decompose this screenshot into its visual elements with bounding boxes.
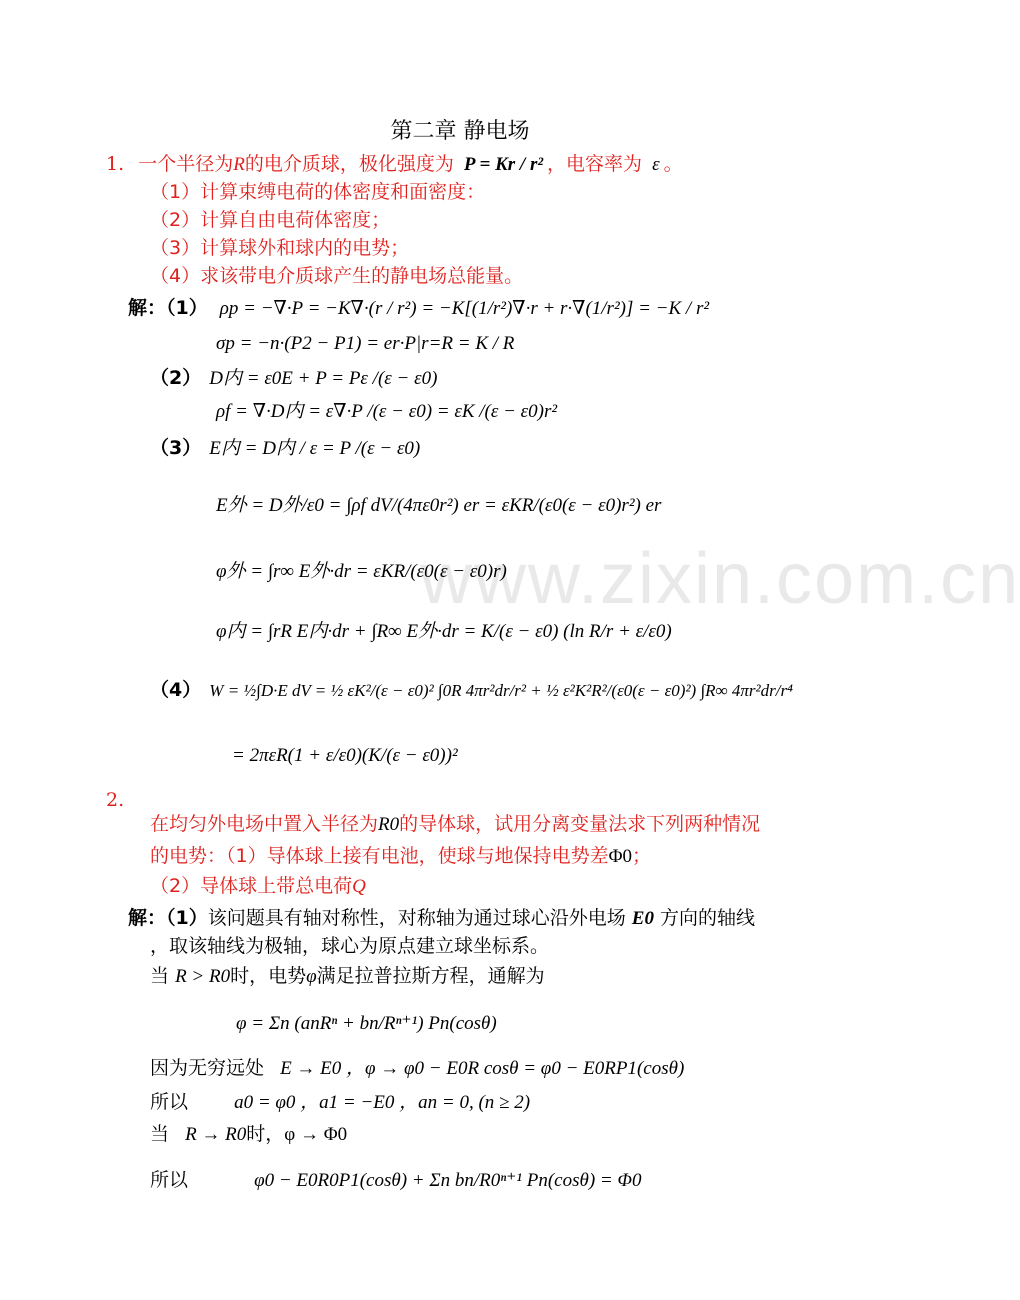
text: 时，电势 — [230, 965, 307, 987]
text: 方向的轴线 — [660, 907, 756, 929]
solution-label: 解：（1） — [128, 297, 208, 319]
solution-2-line-1 — [128, 904, 755, 933]
solution-1-part-4 — [150, 676, 793, 705]
solution-2-line-6 — [150, 1120, 347, 1149]
part-label: （2） — [150, 367, 202, 389]
text: 。 — [663, 153, 683, 175]
text: ； — [631, 845, 651, 867]
math: P = Kr / r² — [463, 154, 544, 175]
solution-2-line-2: ，取该轴线为极轴，球心为原点建立球坐标系。 — [150, 935, 550, 957]
problem-2-statement-line-2 — [150, 842, 651, 871]
text: 满足拉普拉斯方程，通解为 — [316, 965, 545, 987]
math: Φ0 — [608, 846, 632, 867]
question-4: （4）求该带电介质球产生的静电场总能量。 — [150, 265, 524, 287]
text: 的电势：（1）导体球上接有电池，使球与地保持电势差 — [150, 845, 609, 867]
equation: ρf = ∇·D内 = ε∇·P /(ε − ε0) = εK /(ε − ε0)r² — [216, 401, 558, 422]
chapter-title: 第二章 静电场 — [390, 119, 530, 144]
math: a0 = φ0 ，a1 = −E0 ，an = 0, (n ≥ 2) — [234, 1092, 531, 1113]
text: 所以 — [150, 1091, 189, 1113]
equation: E内 = D内 / ε = P /(ε − ε0) — [209, 438, 421, 459]
equation: φ外 = ∫r∞ E外·dr = εKR/(ε0(ε − ε0)r) — [216, 561, 507, 582]
math: Q — [352, 876, 366, 897]
part-label: （3） — [150, 437, 202, 459]
problem-2-statement-line-1 — [150, 810, 760, 839]
math: φ — [306, 966, 317, 987]
text: 的导体球，试用分离变量法求下列两种情况 — [399, 813, 761, 835]
text: 该问题具有轴对称性，对称轴为通过球心沿外电场 — [207, 907, 626, 929]
solution-2-line-7 — [150, 1166, 641, 1195]
solution-1-part-1 — [128, 294, 709, 323]
text: 当 — [150, 965, 170, 987]
solution-2-line-3 — [150, 962, 545, 991]
math: φ0 − E0R0P1(cosθ) + Σn bn/R0ⁿ⁺¹ Pn(cosθ) = Φ0 — [254, 1170, 642, 1191]
text: 一个半径为 — [138, 153, 234, 175]
solution-2-line-4 — [150, 1054, 684, 1083]
equation: = 2πεR(1 + ε/ε0)(K/(ε − ε0))² — [232, 745, 458, 766]
problem-1-number: 1. — [106, 153, 125, 175]
math: R — [233, 154, 245, 175]
text: 时， — [246, 1123, 285, 1145]
solution-label: 解：（1） — [128, 907, 208, 929]
equation: ρp = −∇·P = −K∇·(r / r²) = −K[(1/r²)∇·r + r·∇(1/r²)] = −K / r² — [219, 298, 710, 319]
problem-2-statement-line-3 — [150, 872, 366, 901]
equation: E外 = D外/ε0 = ∫ρf dV/(4πε0r²) er = εKR/(ε0(ε − ε0)r²) er — [216, 495, 662, 516]
math: E0 — [631, 908, 654, 929]
equation: W = ½∫D·E dV = ½ εK²/(ε − ε0)² ∫0R 4πr²dr/r² + ½ ε²K²R²/(ε0(ε − ε0)²) ∫R∞ 4πr²dr/r⁴ — [209, 681, 793, 700]
math: E → E0 ，φ → φ0 − E0R cosθ = φ0 − E0RP1(cosθ) — [280, 1058, 685, 1079]
equation: σp = −n·(P2 − P1) = er·P|r=R = K / R — [216, 333, 515, 354]
equation: D内 = ε0E + P = Pε /(ε − ε0) — [209, 368, 438, 389]
watermark: www.zixin.com.cn — [420, 539, 1020, 619]
text: （2）导体球上带总电荷 — [150, 875, 353, 897]
question-2: （2）计算自由电荷体密度； — [150, 209, 391, 231]
equation-general-solution: φ = Σn (anRⁿ + bn/Rⁿ⁺¹) Pn(cosθ) — [236, 1013, 497, 1034]
problem-2-number: 2. — [106, 789, 125, 811]
math: ε — [652, 154, 660, 175]
text: 所以 — [150, 1169, 189, 1191]
question-1: （1）计算束缚电荷的体密度和面密度： — [150, 181, 486, 203]
text: 当 — [150, 1123, 170, 1145]
math: R0 — [378, 814, 400, 835]
part-label: （4） — [150, 679, 202, 701]
text: 在均匀外电场中置入半径为 — [150, 813, 379, 835]
question-3: （3）计算球外和球内的电势； — [150, 237, 410, 259]
solution-1-part-3 — [150, 434, 420, 463]
problem-1-statement — [106, 150, 683, 179]
math: R > R0 — [175, 966, 231, 987]
math: φ → Φ0 — [284, 1124, 348, 1145]
text: 的电介质球，极化强度为 — [244, 153, 454, 175]
solution-2-line-5 — [150, 1088, 530, 1117]
solution-1-part-2 — [150, 364, 437, 393]
text: ，电容率为 — [547, 153, 643, 175]
math: R → R0 — [185, 1124, 247, 1145]
text: 因为无穷远处 — [150, 1057, 265, 1079]
equation: φ内 = ∫rR E内·dr + ∫R∞ E外·dr = K/(ε − ε0) (ln R/r + ε/ε0) — [216, 621, 672, 642]
